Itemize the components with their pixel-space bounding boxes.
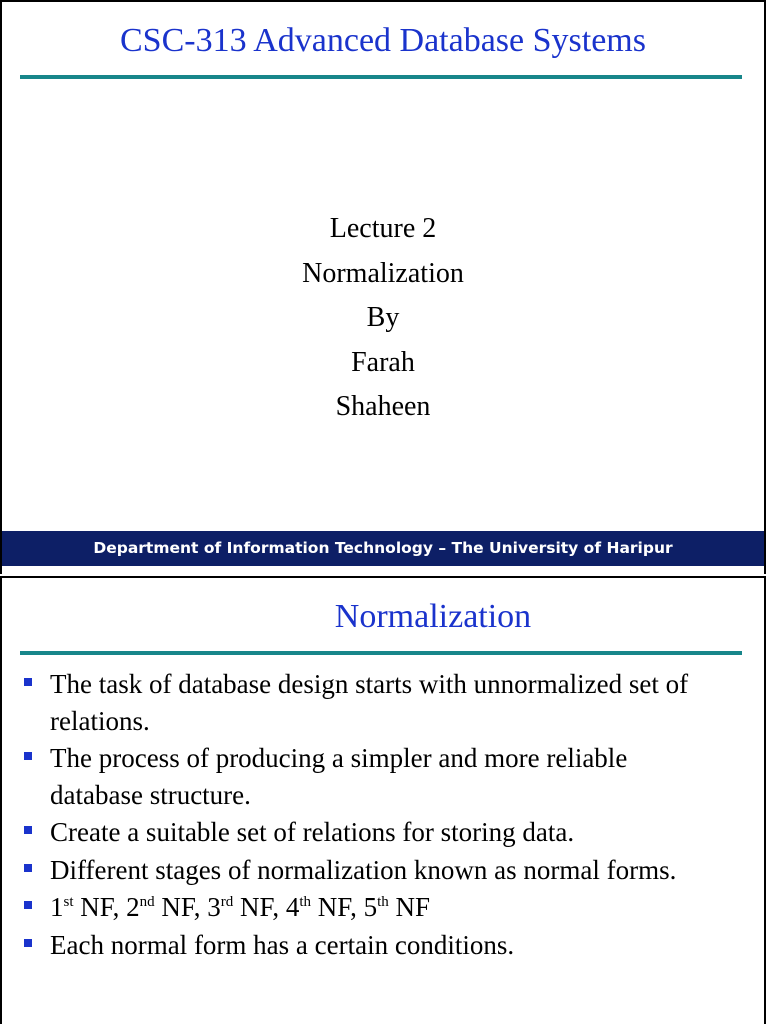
square-bullet-icon [24,901,32,909]
nf-number: 4 [285,892,300,922]
lecture-number: Lecture 2 [329,213,437,244]
square-bullet-icon [24,864,32,872]
square-bullet-icon [24,826,32,834]
square-bullet-icon [24,939,32,947]
author-first-name: Farah [351,346,415,378]
nf-label: NF, [154,892,208,922]
lecture-topic: Normalization [302,257,464,289]
footer-banner: Department of Information Technology – The University of Haripur [2,531,764,566]
list-item: Each normal form has a certain conditions. [18,927,704,964]
by-label: By [366,302,400,333]
nf-ordinal: th [377,894,389,910]
nf-number: 1 [50,892,64,922]
nf-ordinal: nd [139,894,155,910]
nf-label: NF [388,892,431,922]
nf-ordinal: th [299,894,312,910]
nf-number: 2 [126,892,140,922]
nf-number: 3 [207,892,221,922]
nf-label: NF, [73,892,127,922]
list-item: The process of producing a simpler and more reliable database structure. [18,740,704,813]
slide-title: CSC-313 Advanced Database Systems [120,22,646,59]
slide-2 [0,576,766,1024]
title-info [2,207,764,430]
nf-ordinal: rd [220,894,234,910]
slide-title: Normalization [334,598,532,635]
nf-number: 5 [363,892,378,922]
nf-label: NF, [311,892,364,922]
square-bullet-icon [24,678,32,686]
list-item: Different stages of normalization known as normal forms. [18,852,704,889]
title-divider [20,75,742,79]
list-item-normal-forms [18,889,704,926]
nf-label: NF, [233,892,286,922]
author-last-name: Shaheen [335,391,431,422]
nf-ordinal: st [63,894,74,910]
title-divider [20,651,742,655]
list-item: The task of database design starts with unnormalized set of relations. [18,666,704,739]
list-item: Create a suitable set of relations for storing data. [18,814,704,851]
square-bullet-icon [24,752,32,760]
bullet-list [18,666,704,964]
